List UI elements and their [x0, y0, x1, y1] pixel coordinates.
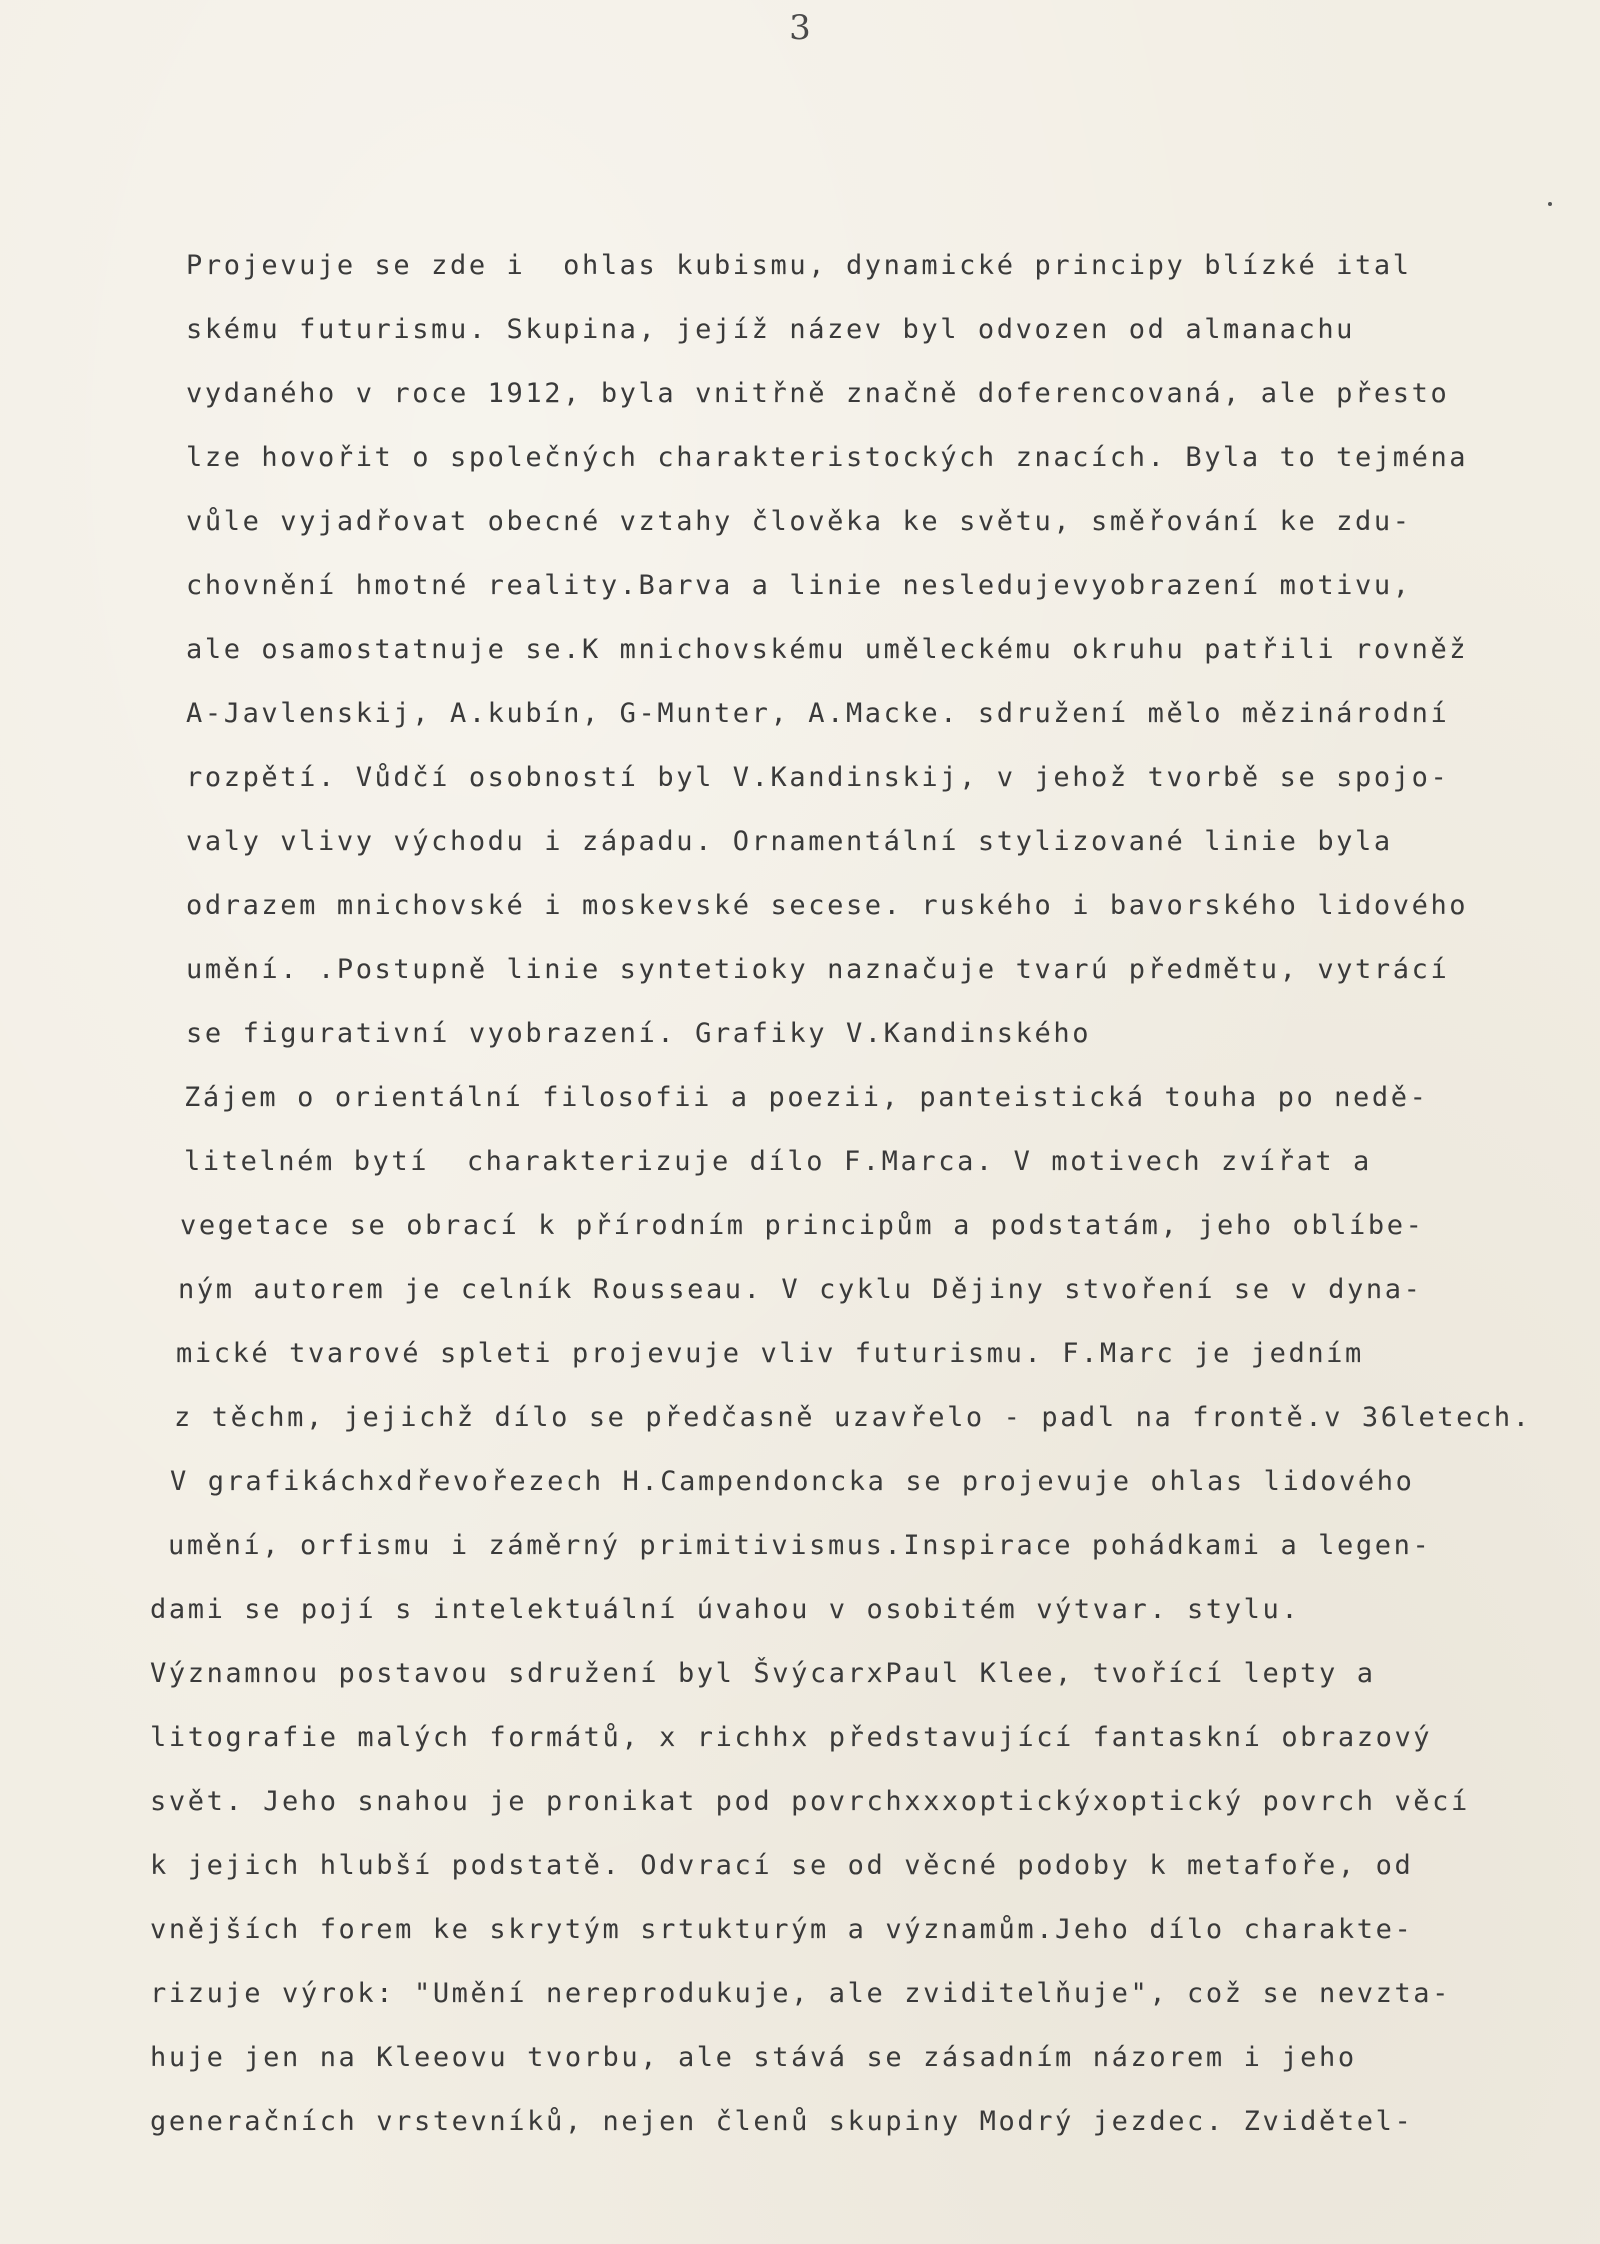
text-line: dami se pojí s intelektuální úvahou v osobitém výtvar. stylu.: [150, 1594, 1301, 1625]
text-line: V grafikáchxdřevořezech H.Campendoncka se projevuje ohlas lidového: [170, 1466, 1415, 1497]
text-line: skému futurismu. Skupina, jejíž název byl odvozen od almanachu: [186, 314, 1356, 345]
text-line: ale osamostatnuje se.K mnichovskému uměleckému okruhu patřili rovněž: [186, 634, 1469, 665]
text-line: umění, orfismu i záměrný primitivismus.Inspirace pohádkami a legen-: [168, 1530, 1432, 1561]
text-line: vnějších forem ke skrytým srtukturým a významům.Jeho dílo charakte-: [150, 1914, 1414, 1945]
text-line: chovnění hmotné reality.Barva a linie nesledujevyobrazení motivu,: [186, 570, 1412, 601]
text-line: se figurativní vyobrazení. Grafiky V.Kandinského: [186, 1018, 1092, 1049]
text-line: A-Javlenskij, A.kubín, G-Munter, A.Macke. sdružení mělo mězinárodní: [186, 698, 1450, 729]
text-line: umění. .Postupně linie syntetioky naznačuje tvarú předmětu, vytrácí: [186, 954, 1450, 985]
text-line: litografie malých formátů, x richhx představující fantaskní obrazový: [150, 1722, 1433, 1753]
text-line: generačních vrstevníků, nejen členů skupiny Modrý jezdec. Zvidětel-: [150, 2106, 1414, 2137]
text-line: vůle vyjadřovat obecné vztahy člověka ke světu, směřování ke zdu-: [186, 506, 1412, 537]
paper-speck: [1548, 202, 1552, 206]
text-line: svět. Jeho snahou je pronikat pod povrchxxxoptickýxoptický povrch věcí: [150, 1786, 1470, 1817]
text-line: Zájem o orientální filosofii a poezii, panteistická touha po nedě-: [184, 1082, 1429, 1113]
text-line: valy vlivy východu i západu. Ornamentální stylizované linie byla: [186, 826, 1393, 857]
text-line: Projevuje se zde i ohlas kubismu, dynamické principy blízké ital: [186, 250, 1412, 281]
text-line: litelném bytí charakterizuje dílo F.Marca. V motivech zvířat a: [184, 1146, 1372, 1177]
text-line: rozpětí. Vůdčí osobností byl V.Kandinskij, v jehož tvorbě se spojo-: [186, 762, 1450, 793]
text-line: lze hovořit o společných charakteristockých znacích. Byla to tejména: [186, 442, 1469, 473]
text-line: rizuje výrok: "Umění nereprodukuje, ale zviditelňuje", což se nevzta-: [150, 1978, 1452, 2009]
text-line: vegetace se obrací k přírodním principům a podstatám, jeho oblíbe-: [180, 1210, 1425, 1241]
text-line: Významnou postavou sdružení byl ŠvýcarxPaul Klee, tvořící lepty a: [150, 1658, 1376, 1689]
text-line: huje jen na Kleeovu tvorbu, ale stává se zásadním názorem i jeho: [150, 2042, 1357, 2073]
text-line: ným autorem je celník Rousseau. V cyklu Dějiny stvoření se v dyna-: [178, 1274, 1423, 1305]
text-line: mické tvarové spleti projevuje vliv futurismu. F.Marc je jedním: [176, 1338, 1364, 1369]
text-line: z těchm, jejichž dílo se předčasně uzavřelo - padl na frontě.v 36letech.: [174, 1402, 1532, 1433]
text-line: k jejich hlubší podstatě. Odvrací se od věcné podoby k metafoře, od: [150, 1850, 1414, 1881]
page-number: 3: [789, 8, 811, 48]
text-line: vydaného v roce 1912, byla vnitřně značně doferencovaná, ale přesto: [186, 378, 1450, 409]
text-line: odrazem mnichovské i moskevské secese. ruského i bavorského lidového: [186, 890, 1469, 921]
